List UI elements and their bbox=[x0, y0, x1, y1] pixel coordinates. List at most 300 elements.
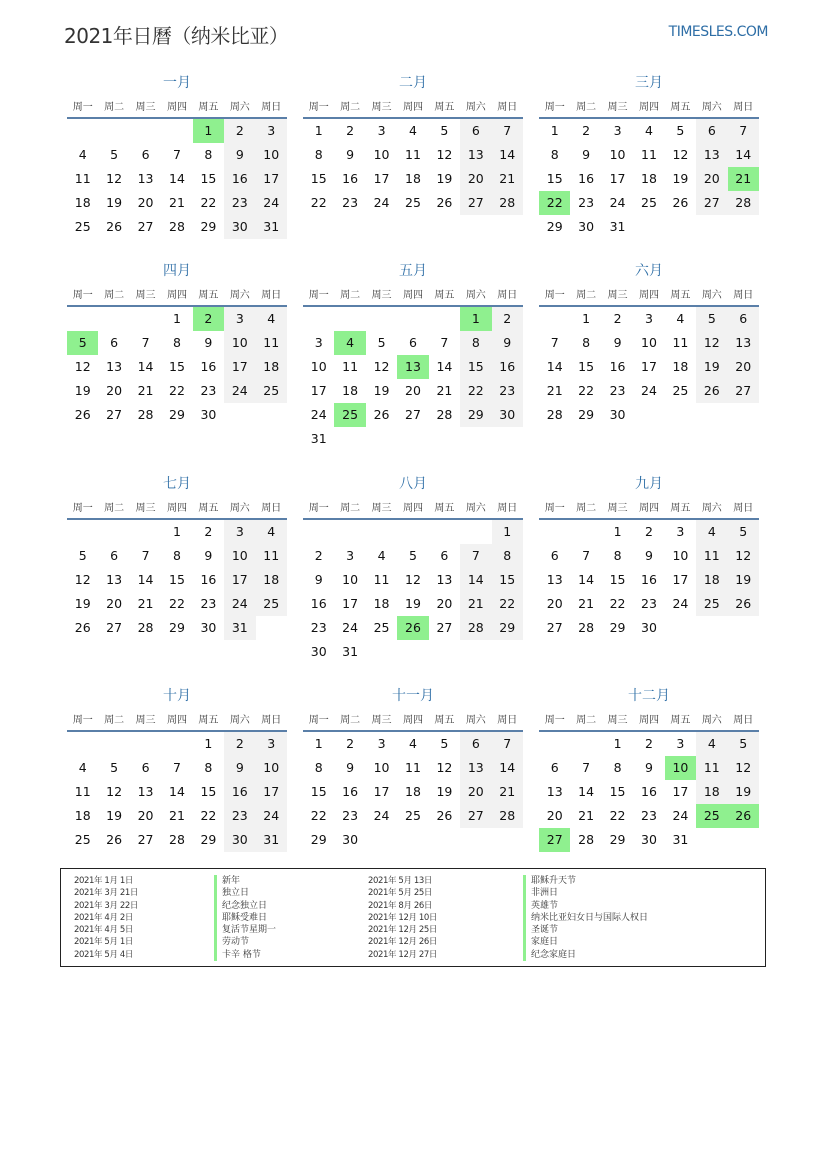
day-cell: 8 bbox=[613, 760, 622, 775]
day-cell: 15 bbox=[310, 784, 327, 799]
day-cell: 2 bbox=[613, 311, 622, 326]
day-cell: 22 bbox=[310, 808, 327, 823]
day-cell: 6 bbox=[141, 147, 150, 162]
weekday-label: 周五 bbox=[198, 714, 219, 726]
weekday-label: 周四 bbox=[166, 714, 187, 726]
weekday-header bbox=[67, 281, 287, 307]
weekday-label: 周六 bbox=[701, 714, 722, 726]
day-cell: 24 bbox=[256, 804, 287, 828]
weekday-label: 周四 bbox=[166, 101, 187, 113]
site-name[interactable]: TIMESLES.COM bbox=[668, 24, 768, 40]
day-grid bbox=[539, 520, 759, 640]
empty-cell bbox=[161, 732, 192, 756]
day-cell: 30 bbox=[200, 407, 217, 422]
day-cell: 28 bbox=[169, 832, 185, 847]
day-cell: 7 bbox=[173, 147, 181, 162]
day-cell: 3 bbox=[256, 119, 287, 143]
weekday-label: 周三 bbox=[135, 502, 156, 514]
month-name: 七月 bbox=[163, 476, 191, 492]
day-cell: 28 bbox=[137, 620, 154, 635]
day-cell: 2 bbox=[224, 119, 255, 143]
day-cell: 1 bbox=[582, 311, 591, 326]
month-3 bbox=[539, 73, 759, 239]
holiday-names-right bbox=[523, 875, 648, 961]
weekday-label: 周一 bbox=[308, 714, 329, 726]
month-7 bbox=[67, 474, 287, 640]
day-cell: 9 bbox=[582, 147, 591, 162]
day-cell: 4 bbox=[377, 548, 386, 563]
day-grid bbox=[67, 307, 287, 427]
day-cell: 7 bbox=[460, 544, 491, 568]
day-cell: 18 bbox=[641, 171, 657, 186]
day-cell: 31 bbox=[672, 832, 689, 847]
day-cell: 21 bbox=[169, 808, 185, 823]
holiday-name: 卡辛 格节 bbox=[214, 949, 276, 961]
day-cell: 27 bbox=[106, 620, 123, 635]
day-cell: 17 bbox=[310, 383, 327, 398]
day-cell: 13 bbox=[546, 572, 563, 587]
day-cell: 2 bbox=[492, 307, 523, 331]
weekday-header bbox=[539, 706, 759, 732]
day-cell: 10 bbox=[373, 147, 390, 162]
day-cell: 27 bbox=[106, 407, 123, 422]
day-cell: 5 bbox=[676, 123, 685, 138]
month-6 bbox=[539, 261, 759, 427]
empty-cell bbox=[67, 732, 98, 756]
holiday-day: 1 bbox=[193, 119, 224, 143]
holiday-name: 家庭日 bbox=[523, 936, 648, 948]
day-cell: 18 bbox=[405, 784, 421, 799]
day-cell: 25 bbox=[74, 832, 91, 847]
day-cell: 11 bbox=[405, 760, 421, 775]
day-cell: 22 bbox=[169, 596, 185, 611]
day-cell: 8 bbox=[204, 760, 213, 775]
day-cell: 5 bbox=[409, 548, 417, 563]
day-cell: 7 bbox=[492, 119, 523, 143]
weekday-label: 周二 bbox=[576, 502, 597, 514]
holiday-name: 圣诞节 bbox=[523, 924, 648, 936]
day-cell: 27 bbox=[436, 620, 453, 635]
day-cell: 11 bbox=[74, 171, 91, 186]
holiday-date: 2021年 12月 10日 bbox=[368, 912, 437, 923]
day-cell: 23 bbox=[342, 195, 359, 210]
day-cell: 24 bbox=[672, 808, 689, 823]
day-cell: 18 bbox=[74, 808, 91, 823]
day-cell: 20 bbox=[696, 167, 727, 191]
weekday-label: 周三 bbox=[371, 502, 392, 514]
day-cell: 20 bbox=[436, 596, 453, 611]
month-name: 九月 bbox=[635, 476, 663, 492]
day-cell: 8 bbox=[173, 335, 181, 350]
day-cell: 24 bbox=[224, 592, 255, 616]
weekday-label: 周日 bbox=[497, 714, 518, 726]
day-cell: 23 bbox=[641, 808, 657, 823]
month-name: 四月 bbox=[163, 263, 191, 279]
weekday-label: 周五 bbox=[670, 502, 691, 514]
weekday-label: 周五 bbox=[198, 502, 219, 514]
day-cell: 5 bbox=[78, 548, 87, 563]
holiday-date: 2021年 5月 1日 bbox=[74, 937, 133, 948]
day-cell: 14 bbox=[436, 359, 453, 374]
day-cell: 13 bbox=[460, 756, 491, 780]
weekday-label: 周三 bbox=[371, 714, 392, 726]
weekday-label: 周二 bbox=[576, 101, 597, 113]
day-cell: 15 bbox=[609, 784, 626, 799]
day-cell: 23 bbox=[224, 804, 255, 828]
day-cell: 14 bbox=[169, 784, 185, 799]
holiday-name: 纪念独立日 bbox=[214, 900, 276, 912]
weekday-label: 周四 bbox=[638, 502, 659, 514]
day-cell: 18 bbox=[672, 359, 689, 374]
day-cell: 24 bbox=[373, 808, 390, 823]
day-cell: 11 bbox=[405, 147, 421, 162]
weekday-label: 周六 bbox=[465, 101, 486, 113]
empty-cell bbox=[67, 520, 98, 544]
weekday-label: 周五 bbox=[198, 101, 219, 113]
day-cell: 23 bbox=[200, 383, 217, 398]
day-cell: 28 bbox=[578, 620, 595, 635]
empty-cell bbox=[98, 119, 129, 143]
day-cell: 16 bbox=[342, 784, 359, 799]
day-cell: 17 bbox=[373, 171, 390, 186]
weekday-label: 周三 bbox=[371, 289, 392, 301]
day-cell: 6 bbox=[440, 548, 449, 563]
holiday-date: 2021年 5月 13日 bbox=[368, 876, 432, 886]
day-cell: 7 bbox=[440, 335, 449, 350]
day-cell: 1 bbox=[173, 524, 181, 539]
day-cell: 14 bbox=[546, 359, 563, 374]
month-name: 六月 bbox=[635, 263, 663, 279]
weekday-label: 周日 bbox=[497, 289, 518, 301]
weekday-label: 周四 bbox=[402, 714, 423, 726]
day-cell: 4 bbox=[409, 123, 417, 138]
day-cell: 16 bbox=[224, 780, 255, 804]
day-cell: 13 bbox=[137, 171, 154, 186]
day-cell: 19 bbox=[405, 596, 421, 611]
holiday-day: 5 bbox=[67, 331, 98, 355]
day-cell: 23 bbox=[224, 191, 255, 215]
day-cell: 12 bbox=[728, 544, 759, 568]
day-cell: 13 bbox=[137, 784, 154, 799]
month-name: 八月 bbox=[399, 476, 427, 492]
holiday-name: 耶稣受难日 bbox=[214, 912, 276, 924]
day-cell: 30 bbox=[609, 407, 626, 422]
day-cell: 26 bbox=[373, 407, 390, 422]
day-cell: 8 bbox=[582, 335, 591, 350]
day-cell: 4 bbox=[676, 311, 685, 326]
day-cell: 11 bbox=[256, 544, 287, 568]
day-cell: 2 bbox=[346, 736, 355, 751]
day-cell: 2 bbox=[224, 732, 255, 756]
day-cell: 9 bbox=[613, 335, 622, 350]
empty-cell bbox=[334, 307, 365, 331]
day-cell: 20 bbox=[460, 167, 491, 191]
weekday-label: 周二 bbox=[104, 101, 125, 113]
day-cell: 8 bbox=[314, 760, 323, 775]
day-cell: 24 bbox=[641, 383, 657, 398]
day-cell: 6 bbox=[550, 760, 559, 775]
day-cell: 30 bbox=[224, 828, 255, 852]
day-cell: 8 bbox=[173, 548, 181, 563]
day-cell: 5 bbox=[696, 307, 727, 331]
day-cell: 29 bbox=[609, 620, 626, 635]
day-cell: 29 bbox=[169, 620, 185, 635]
holiday-name: 独立日 bbox=[214, 887, 276, 899]
day-cell: 19 bbox=[74, 383, 91, 398]
day-cell: 22 bbox=[310, 195, 327, 210]
empty-cell bbox=[539, 732, 570, 756]
day-cell: 30 bbox=[200, 620, 217, 635]
day-cell: 15 bbox=[169, 359, 185, 374]
day-cell: 26 bbox=[74, 407, 91, 422]
day-cell: 22 bbox=[200, 808, 217, 823]
holiday-date: 2021年 5月 4日 bbox=[74, 949, 133, 960]
month-name: 二月 bbox=[399, 75, 427, 91]
holiday-day: 26 bbox=[397, 616, 428, 640]
day-cell: 12 bbox=[728, 756, 759, 780]
day-cell: 26 bbox=[696, 379, 727, 403]
day-cell: 12 bbox=[696, 331, 727, 355]
day-cell: 1 bbox=[550, 123, 559, 138]
weekday-label: 周一 bbox=[72, 714, 93, 726]
day-grid bbox=[303, 732, 523, 852]
empty-cell bbox=[98, 307, 129, 331]
day-cell: 25 bbox=[74, 219, 91, 234]
weekday-label: 周三 bbox=[607, 714, 628, 726]
day-cell: 23 bbox=[492, 379, 523, 403]
day-cell: 2 bbox=[314, 548, 323, 563]
month-2 bbox=[303, 73, 523, 215]
day-cell: 29 bbox=[200, 832, 217, 847]
day-grid bbox=[539, 119, 759, 239]
weekday-label: 周五 bbox=[670, 289, 691, 301]
day-grid bbox=[67, 119, 287, 239]
weekday-header bbox=[303, 93, 523, 119]
day-cell: 17 bbox=[256, 167, 287, 191]
day-cell: 9 bbox=[314, 572, 323, 587]
weekday-label: 周五 bbox=[434, 714, 455, 726]
day-cell: 20 bbox=[460, 780, 491, 804]
day-cell: 10 bbox=[672, 548, 689, 563]
holiday-day: 10 bbox=[665, 756, 696, 780]
day-cell: 6 bbox=[110, 548, 119, 563]
weekday-label: 周四 bbox=[638, 714, 659, 726]
holiday-day: 22 bbox=[539, 191, 570, 215]
holiday-names-left bbox=[214, 875, 276, 961]
day-cell: 23 bbox=[200, 596, 217, 611]
day-cell: 20 bbox=[137, 808, 154, 823]
day-cell: 19 bbox=[696, 355, 727, 379]
day-cell: 17 bbox=[641, 359, 657, 374]
day-cell: 18 bbox=[696, 568, 727, 592]
day-cell: 7 bbox=[141, 548, 150, 563]
day-cell: 6 bbox=[110, 335, 119, 350]
day-cell: 25 bbox=[405, 808, 421, 823]
day-cell: 27 bbox=[405, 407, 421, 422]
weekday-label: 周六 bbox=[701, 502, 722, 514]
weekday-label: 周三 bbox=[135, 101, 156, 113]
day-cell: 7 bbox=[728, 119, 759, 143]
day-cell: 13 bbox=[546, 784, 563, 799]
weekday-label: 周六 bbox=[701, 101, 722, 113]
weekday-header bbox=[303, 706, 523, 732]
day-grid bbox=[303, 520, 523, 664]
day-cell: 21 bbox=[137, 596, 154, 611]
day-cell: 4 bbox=[78, 760, 87, 775]
day-cell: 15 bbox=[200, 784, 217, 799]
day-cell: 7 bbox=[141, 335, 150, 350]
month-name: 五月 bbox=[399, 263, 427, 279]
day-cell: 14 bbox=[169, 171, 185, 186]
day-cell: 28 bbox=[492, 191, 523, 215]
holiday-day: 1 bbox=[460, 307, 491, 331]
weekday-label: 周六 bbox=[465, 289, 486, 301]
day-cell: 22 bbox=[609, 808, 626, 823]
day-cell: 14 bbox=[137, 572, 154, 587]
day-cell: 4 bbox=[256, 307, 287, 331]
day-cell: 10 bbox=[224, 331, 255, 355]
day-cell: 9 bbox=[224, 756, 255, 780]
day-cell: 18 bbox=[405, 171, 421, 186]
day-cell: 12 bbox=[74, 572, 91, 587]
day-cell: 31 bbox=[256, 828, 287, 852]
holiday-date: 2021年 5月 25日 bbox=[368, 888, 432, 899]
day-cell: 15 bbox=[492, 568, 523, 592]
day-cell: 3 bbox=[314, 335, 323, 350]
day-cell: 21 bbox=[169, 195, 185, 210]
weekday-label: 周六 bbox=[465, 714, 486, 726]
holiday-name: 复活节星期一 bbox=[214, 924, 276, 936]
weekday-header bbox=[67, 93, 287, 119]
day-cell: 3 bbox=[676, 736, 685, 751]
day-cell: 12 bbox=[436, 147, 453, 162]
day-cell: 13 bbox=[436, 572, 453, 587]
day-cell: 13 bbox=[460, 143, 491, 167]
day-cell: 24 bbox=[342, 620, 359, 635]
day-cell: 28 bbox=[169, 219, 185, 234]
day-cell: 2 bbox=[204, 524, 213, 539]
day-cell: 15 bbox=[578, 359, 595, 374]
day-cell: 13 bbox=[696, 143, 727, 167]
day-cell: 28 bbox=[436, 407, 453, 422]
month-5 bbox=[303, 261, 523, 451]
day-cell: 12 bbox=[672, 147, 689, 162]
weekday-header bbox=[67, 494, 287, 520]
holiday-day: 4 bbox=[334, 331, 365, 355]
weekday-label: 周一 bbox=[544, 502, 565, 514]
weekday-header bbox=[539, 93, 759, 119]
day-cell: 20 bbox=[728, 355, 759, 379]
day-cell: 4 bbox=[78, 147, 87, 162]
day-cell: 20 bbox=[137, 195, 154, 210]
day-cell: 3 bbox=[645, 311, 653, 326]
day-cell: 24 bbox=[224, 379, 255, 403]
day-cell: 19 bbox=[373, 383, 390, 398]
empty-cell bbox=[130, 732, 161, 756]
month-name: 十二月 bbox=[628, 688, 670, 704]
day-cell: 8 bbox=[460, 331, 491, 355]
day-cell: 16 bbox=[578, 171, 595, 186]
day-cell: 9 bbox=[346, 760, 355, 775]
day-cell: 26 bbox=[74, 620, 91, 635]
day-cell: 2 bbox=[346, 123, 355, 138]
day-cell: 23 bbox=[310, 620, 327, 635]
month-9 bbox=[539, 474, 759, 640]
day-cell: 8 bbox=[314, 147, 323, 162]
day-cell: 15 bbox=[460, 355, 491, 379]
day-cell: 9 bbox=[204, 548, 213, 563]
day-cell: 20 bbox=[546, 596, 563, 611]
day-cell: 29 bbox=[169, 407, 185, 422]
day-cell: 5 bbox=[728, 732, 759, 756]
day-cell: 4 bbox=[409, 736, 417, 751]
day-cell: 29 bbox=[578, 407, 595, 422]
day-cell: 21 bbox=[436, 383, 453, 398]
weekday-label: 周一 bbox=[544, 289, 565, 301]
weekday-label: 周四 bbox=[638, 101, 659, 113]
day-cell: 12 bbox=[436, 760, 453, 775]
holiday-date: 2021年 12月 26日 bbox=[368, 937, 437, 948]
weekday-label: 周五 bbox=[670, 101, 691, 113]
day-cell: 15 bbox=[200, 171, 217, 186]
day-cell: 25 bbox=[373, 620, 390, 635]
day-cell: 10 bbox=[224, 544, 255, 568]
holiday-date: 2021年 12月 27日 bbox=[368, 949, 437, 960]
day-cell: 15 bbox=[310, 171, 327, 186]
day-cell: 10 bbox=[256, 143, 287, 167]
day-cell: 2 bbox=[645, 524, 653, 539]
day-cell: 2 bbox=[645, 736, 653, 751]
day-cell: 16 bbox=[492, 355, 523, 379]
day-cell: 7 bbox=[173, 760, 181, 775]
day-cell: 24 bbox=[256, 191, 287, 215]
day-cell: 7 bbox=[550, 335, 559, 350]
day-cell: 9 bbox=[346, 147, 355, 162]
day-cell: 27 bbox=[460, 191, 491, 215]
day-cell: 28 bbox=[492, 804, 523, 828]
weekday-label: 周五 bbox=[434, 289, 455, 301]
weekday-label: 周日 bbox=[733, 101, 754, 113]
day-grid bbox=[67, 520, 287, 640]
day-cell: 26 bbox=[436, 808, 453, 823]
day-cell: 31 bbox=[609, 219, 626, 234]
day-cell: 20 bbox=[106, 383, 123, 398]
day-cell: 13 bbox=[728, 331, 759, 355]
day-cell: 21 bbox=[578, 808, 595, 823]
weekday-label: 周二 bbox=[104, 714, 125, 726]
weekday-label: 周日 bbox=[261, 101, 282, 113]
day-cell: 18 bbox=[256, 355, 287, 379]
day-cell: 2 bbox=[582, 123, 591, 138]
holiday-day: 13 bbox=[397, 355, 428, 379]
empty-cell bbox=[334, 520, 365, 544]
day-cell: 9 bbox=[204, 335, 213, 350]
day-cell: 23 bbox=[641, 596, 657, 611]
day-cell: 19 bbox=[106, 808, 123, 823]
day-cell: 6 bbox=[460, 732, 491, 756]
day-cell: 18 bbox=[696, 780, 727, 804]
holiday-dates-right bbox=[368, 875, 437, 961]
day-cell: 19 bbox=[728, 780, 759, 804]
holiday-date: 2021年 3月 21日 bbox=[74, 888, 138, 899]
day-cell: 22 bbox=[492, 592, 523, 616]
day-cell: 8 bbox=[492, 544, 523, 568]
day-cell: 12 bbox=[106, 171, 123, 186]
day-cell: 22 bbox=[169, 383, 185, 398]
day-cell: 23 bbox=[609, 383, 626, 398]
weekday-header bbox=[303, 494, 523, 520]
day-cell: 28 bbox=[460, 616, 491, 640]
